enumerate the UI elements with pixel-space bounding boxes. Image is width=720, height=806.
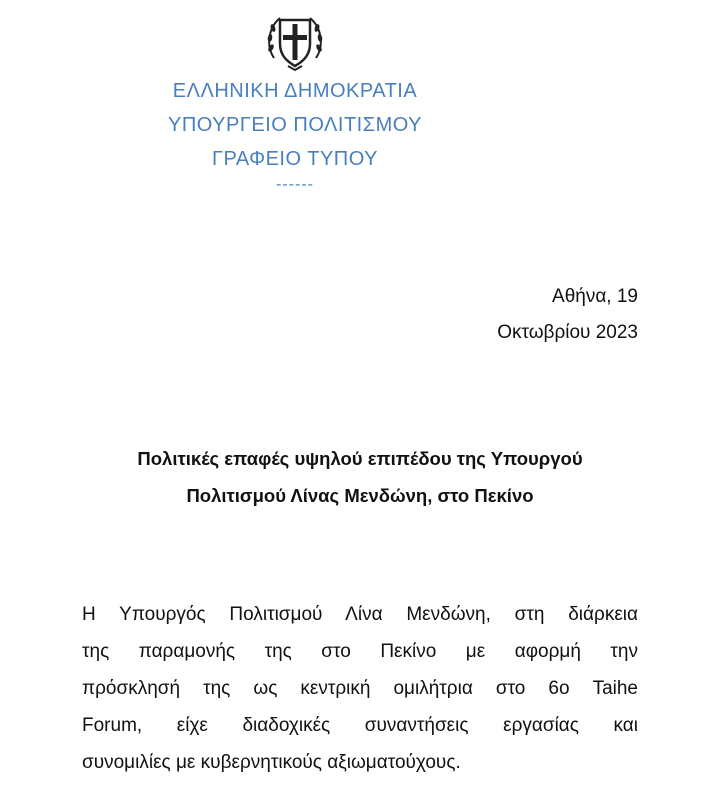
body-line: πρόσκλησή της ως κεντρική ομιλήτρια στο 6ο Taihe bbox=[82, 678, 638, 699]
header-country: ΕΛΛΗΝΙΚΗ ΔΗΜΟΚΡΑΤΙΑ bbox=[172, 80, 418, 102]
body-line: συνομιλίες με κυβερνητικούς αξιωματούχους. bbox=[82, 752, 461, 773]
header-separator: ------ bbox=[276, 176, 314, 193]
body-line: της παραμονής της στο Πεκίνο με αφορμή την bbox=[82, 641, 638, 662]
body-paragraph bbox=[82, 596, 638, 781]
hellenic-republic-emblem-icon bbox=[262, 8, 328, 74]
title-line-2: Πολιτισμού Λίνας Μενδώνη, στο Πεκίνο bbox=[186, 485, 534, 506]
date-line-2: Οκτωβρίου 2023 bbox=[497, 322, 638, 343]
body-line: Η Υπουργός Πολιτισμού Λίνα Μενδώνη, στη διάρκεια bbox=[82, 604, 638, 625]
press-release-title bbox=[70, 440, 650, 514]
header-office: ΓΡΑΦΕΙΟ ΤΥΠΟΥ bbox=[212, 148, 378, 170]
header-ministry: ΥΠΟΥΡΓΕΙΟ ΠΟΛΙΤΙΣΜΟΥ bbox=[167, 114, 422, 136]
date-line-1: Αθήνα, 19 bbox=[552, 286, 638, 307]
title-line-1: Πολιτικές επαφές υψηλού επιπέδου της Υπουργού bbox=[137, 448, 583, 469]
body-line: Forum, είχε διαδοχικές συναντήσεις εργασίας και bbox=[82, 715, 638, 736]
